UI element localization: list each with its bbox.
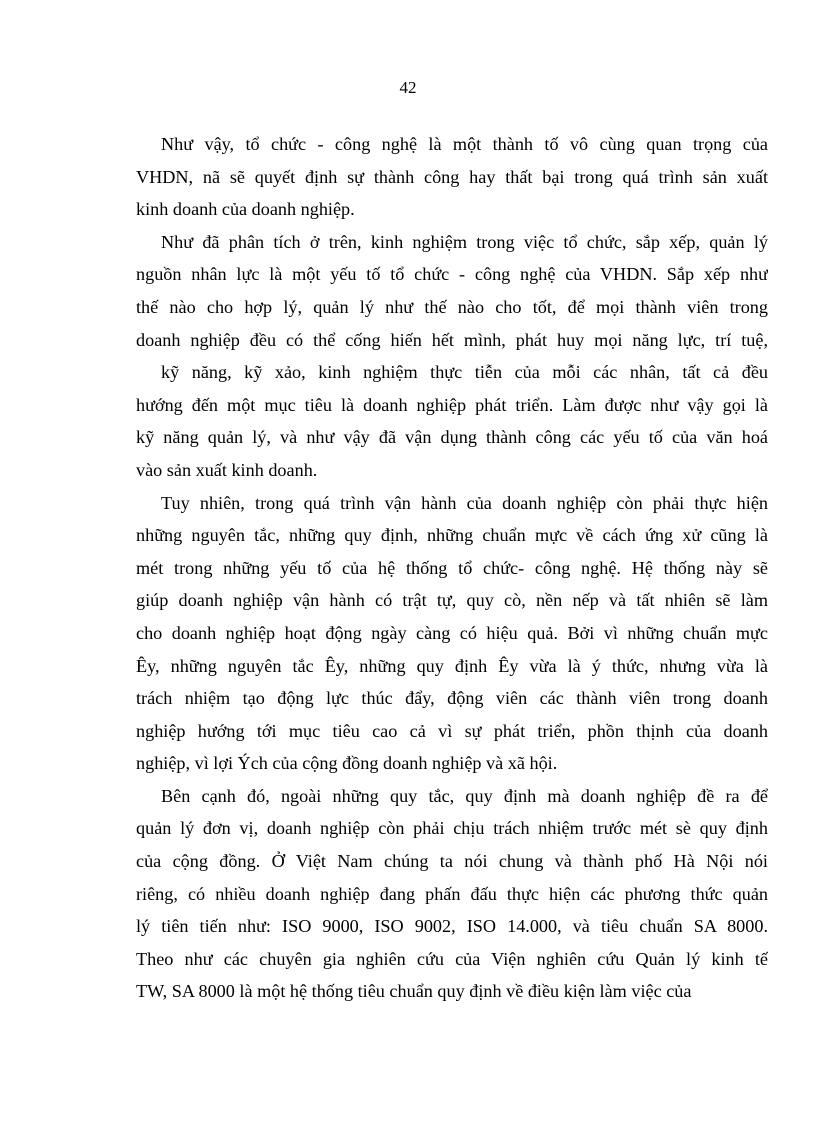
text-line: Theo như các chuyên gia nghiên cứu của Viện nghiên cứu Quản lý kinh tế [136, 948, 768, 969]
text-line: VHDN, nã sẽ quyết định sự thành công hay thất bại trong quá trình sản xuất [136, 166, 768, 187]
text-line: quản lý đơn vị, doanh nghiệp còn phải chịu trách nhiệm trước mét sè quy định [136, 818, 768, 839]
text-line: nghiệp hướng tới mục tiêu cao cả vì sự phát triển, phồn thịnh của doanh [136, 720, 768, 741]
text-line: kỹ năng, kỹ xảo, kinh nghiệm thực tiễn của mỗi các nhân, tất cả đều [161, 362, 768, 383]
text-line: nguồn nhân lực là một yếu tố tổ chức - công nghệ của VHDN. Sắp xếp như [136, 264, 768, 285]
text-line: TW, SA 8000 là một hệ thống tiêu chuẩn quy định về điều kiện làm việc của [136, 981, 692, 1002]
text-line: giúp doanh nghiệp vận hành có trật tự, quy cò, nền nếp và tất nhiên sẽ làm [136, 590, 768, 611]
text-line: Tuy nhiên, trong quá trình vận hành của doanh nghiệp còn phải thực hiện [161, 492, 768, 513]
text-line: của cộng đồng. Ở Việt Nam chúng ta nói chung và thành phố Hà Nội nói [136, 851, 768, 872]
text-line: những nguyên tắc, những quy định, những chuẩn mực về cách ứng xử cũng là [136, 525, 768, 546]
text-line: thế nào cho hợp lý, quản lý như thế nào cho tốt, để mọi thành viên trong [136, 296, 768, 317]
text-line: doanh nghiệp đều có thể cống hiến hết mình, phát huy mọi năng lực, trí tuệ, [136, 329, 768, 350]
text-line: Êy, những nguyên tắc Êy, những quy định Êy vừa là ý thức, nhưng vừa là [136, 655, 768, 676]
text-line: mét trong những yếu tố của hệ thống tổ chức- công nghệ. Hệ thống này sẽ [136, 557, 768, 578]
text-line: vào sản xuất kinh doanh. [136, 459, 318, 480]
text-line: trách nhiệm tạo động lực thúc đẩy, động viên các thành viên trong doanh [136, 688, 768, 709]
text-line: nghiệp, vì lợi Ých của cộng đồng doanh nghiệp và xã hội. [136, 753, 558, 774]
text-line: Bên cạnh đó, ngoài những quy tắc, quy định mà doanh nghiệp đề ra để [161, 785, 768, 806]
text-line: lý tiên tiến như: ISO 9000, ISO 9002, ISO 14.000, và tiêu chuẩn SA 8000. [136, 916, 768, 937]
page-number: 42 [399, 78, 417, 97]
text-line: Như đã phân tích ở trên, kinh nghiệm trong việc tổ chức, sắp xếp, quản lý [161, 231, 768, 252]
text-line: hướng đến một mục tiêu là doanh nghiệp phát triển. Làm được như vậy gọi là [136, 394, 768, 415]
text-line: riêng, có nhiều doanh nghiệp đang phấn đấu thực hiện các phương thức quản [136, 883, 768, 904]
text-line: kỹ năng quản lý, và như vậy đã vận dụng thành công các yếu tố của văn hoá [136, 427, 768, 448]
body-text [136, 128, 768, 1008]
text-line: cho doanh nghiệp hoạt động ngày càng có hiệu quả. Bởi vì những chuẩn mực [136, 622, 768, 643]
text-line: kinh doanh của doanh nghiệp. [136, 199, 355, 220]
text-line: Như vậy, tổ chức - công nghệ là một thành tố vô cùng quan trọng của [161, 134, 768, 154]
